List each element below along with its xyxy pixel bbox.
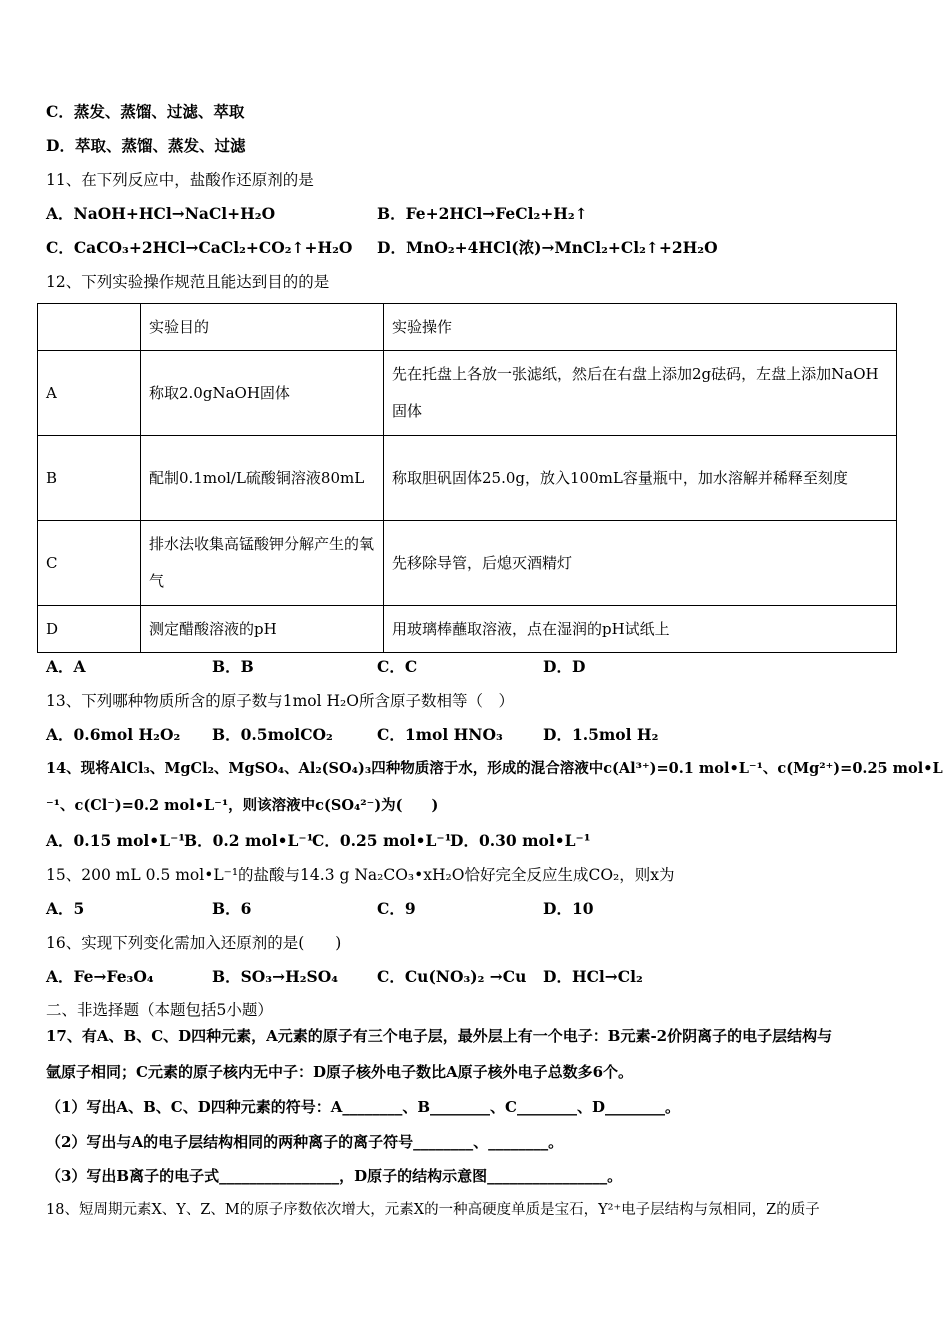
q14-option-a: A．0.15 mol•L⁻¹	[46, 831, 186, 850]
q16-option-c: C．Cu(NO₃)₂ →Cu	[377, 967, 527, 986]
row-label: D	[38, 606, 141, 653]
q13-option-d: D．1.5mol H₂	[543, 725, 659, 744]
q13-stem: 13、下列哪种物质所含的原子数与1mol H₂O所含原子数相等（ ）	[46, 692, 514, 710]
row-purpose: 配制0.1mol/L硫酸铜溶液80mL	[141, 436, 384, 521]
q16-option-a: A．Fe→Fe₃O₄	[46, 967, 154, 986]
q13-option-b: B．0.5molCO₂	[212, 725, 333, 744]
q12-stem: 12、下列实验操作规范且能达到目的的是	[46, 273, 330, 291]
table-header-row	[38, 304, 897, 351]
row-label: A	[38, 351, 141, 436]
q14-stem-line2: ⁻¹、c(Cl⁻)=0.2 mol•L⁻¹，则该溶液中c(SO₄²⁻)为( )	[46, 797, 439, 814]
q17-sub3: （3）写出B离子的电子式________________，D原子的结构示意图________________。	[46, 1167, 623, 1185]
q16-stem: 16、实现下列变化需加入还原剂的是( )	[46, 934, 342, 952]
q17-stem-line2: 氩原子相同；C元素的原子核内无中子：D原子核外电子数比A原子核外电子总数多6个。	[46, 1063, 634, 1081]
q17-sub2: （2）写出与A的电子层结构相同的两种离子的离子符号________、________。	[46, 1133, 564, 1151]
q10-option-c: C．蒸发、蒸馏、过滤、萃取	[46, 102, 245, 121]
q12-option-d: D．D	[543, 657, 586, 676]
q16-option-b: B．SO₃→H₂SO₄	[212, 967, 338, 986]
row-operation: 称取胆矾固体25.0g，放入100mL容量瓶中，加水溶解并稀释至刻度	[384, 436, 897, 521]
q12-option-b: B．B	[212, 657, 254, 676]
q13-option-c: C．1mol HNO₃	[377, 725, 503, 744]
q13-option-a: A．0.6mol H₂O₂	[46, 725, 181, 744]
q15-option-b: B．6	[212, 899, 252, 918]
table-row	[38, 436, 897, 521]
q17-sub1: （1）写出A、B、C、D四种元素的符号：A________、B________、C________、D________。	[46, 1098, 680, 1116]
header-purpose: 实验目的	[141, 304, 384, 351]
q17-stem-line1: 17、有A、B、C、D四种元素，A元素的原子有三个电子层，最外层上有一个电子：B元素-2价阴离子的电子层结构与	[46, 1027, 833, 1045]
q15-option-c: C．9	[377, 899, 416, 918]
q11-option-a: A．NaOH+HCl→NaCl+H₂O	[46, 204, 276, 223]
q11-option-b: B．Fe+2HCl→FeCl₂+H₂↑	[377, 204, 588, 223]
q12-option-c: C．C	[377, 657, 418, 676]
row-label: C	[38, 521, 141, 606]
q16-option-d: D．HCl→Cl₂	[543, 967, 643, 986]
table-row	[38, 351, 897, 436]
row-label: B	[38, 436, 141, 521]
q15-stem: 15、200 mL 0.5 mol•L⁻¹的盐酸与14.3 g Na₂CO₃•xH₂O恰好完全反应生成CO₂，则x为	[46, 866, 675, 884]
row-purpose: 测定醋酸溶液的pH	[141, 606, 384, 653]
row-purpose: 排水法收集高锰酸钾分解产生的氧气	[141, 521, 384, 606]
q14-option-d: D．0.30 mol•L⁻¹	[450, 831, 591, 850]
q11-stem: 11、在下列反应中，盐酸作还原剂的是	[46, 171, 314, 189]
row-purpose: 称取2.0gNaOH固体	[141, 351, 384, 436]
table-row	[38, 521, 897, 606]
header-label	[38, 304, 141, 351]
q15-option-d: D．10	[543, 899, 594, 918]
q12-table	[37, 303, 897, 653]
q14-option-c: C．0.25 mol•L⁻¹	[312, 831, 452, 850]
q15-option-a: A．5	[46, 899, 85, 918]
section-heading: 二、非选择题（本题包括5小题）	[46, 1001, 273, 1019]
q10-option-d: D．萃取、蒸馏、蒸发、过滤	[46, 136, 246, 155]
q11-option-c: C．CaCO₃+2HCl→CaCl₂+CO₂↑+H₂O	[46, 238, 353, 257]
q12-option-a: A．A	[46, 657, 86, 676]
row-operation: 用玻璃棒蘸取溶液，点在湿润的pH试纸上	[384, 606, 897, 653]
header-operation: 实验操作	[384, 304, 897, 351]
row-operation: 先移除导管，后熄灭酒精灯	[384, 521, 897, 606]
table-row	[38, 606, 897, 653]
q11-option-d: D．MnO₂+4HCl(浓)→MnCl₂+Cl₂↑+2H₂O	[377, 238, 718, 257]
q14-stem-line1: 14、现将AlCl₃、MgCl₂、MgSO₄、Al₂(SO₄)₃四种物质溶于水，形成的混合溶液中c(Al³⁺)=0.1 mol•L⁻¹、c(Mg²⁺)=0.25 mol•L	[46, 760, 943, 777]
q14-option-b: B．0.2 mol•L⁻¹	[184, 831, 314, 850]
q18-stem-line1: 18、短周期元素X、Y、Z、M的原子序数依次增大，元素X的一种高硬度单质是宝石，Y²⁺电子层结构与氖相同，Z的质子	[46, 1202, 820, 1218]
row-operation: 先在托盘上各放一张滤纸，然后在右盘上添加2g砝码，左盘上添加NaOH固体	[384, 351, 897, 436]
